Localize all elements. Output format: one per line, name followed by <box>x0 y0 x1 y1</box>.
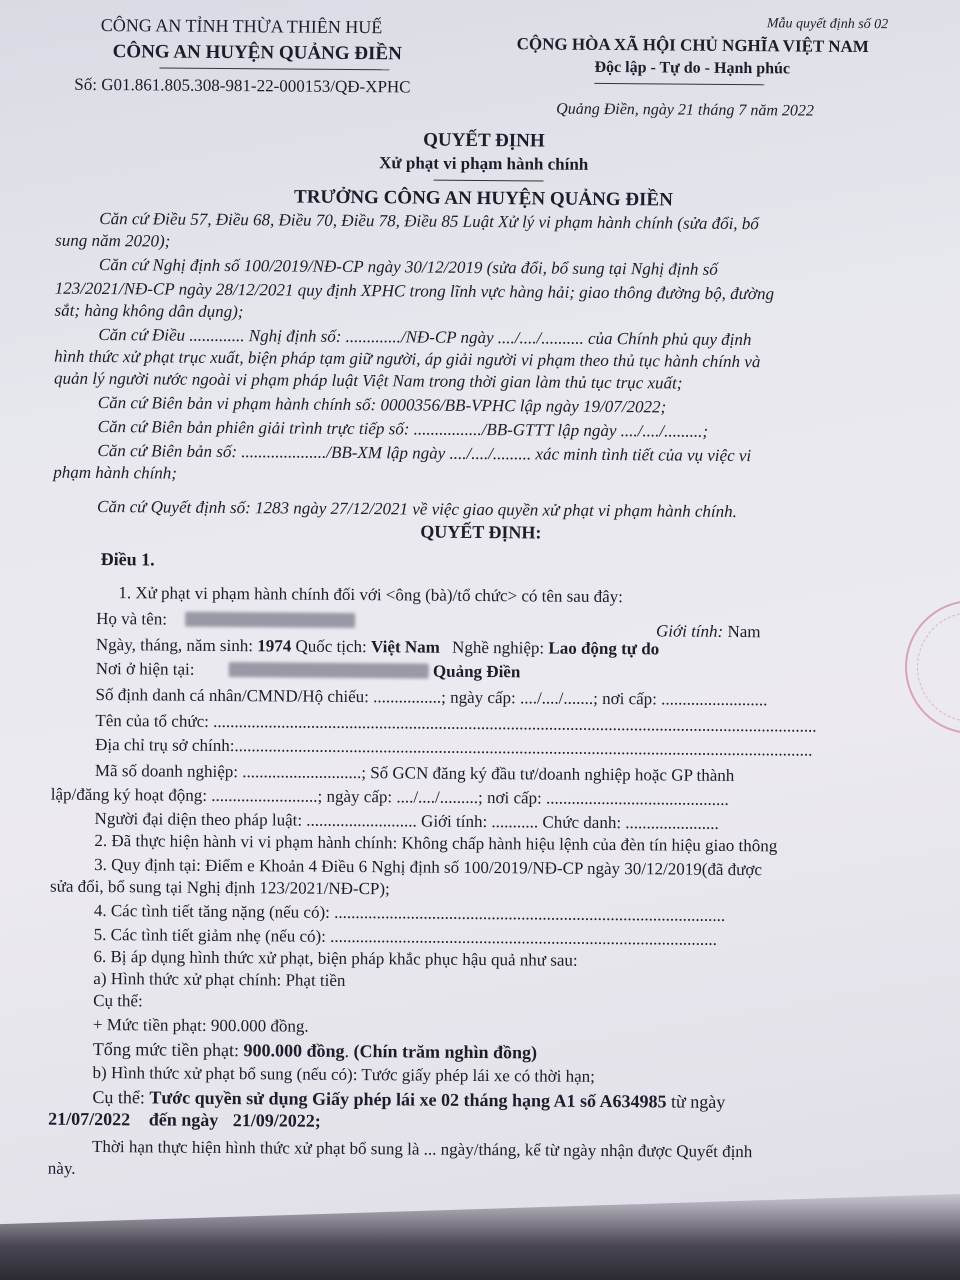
penalty-intro: 6. Bị áp dụng hình thức xử phạt, biện pháp khắc phục hậu quả như sau: <box>93 946 578 970</box>
decision-heading: QUYẾT ĐỊNH: <box>420 521 542 543</box>
basis-line: Căn cứ Nghị định số 100/2019/NĐ-CP ngày 30/12/2019 (sửa đổi, bổ sung tại Nghị định số <box>98 254 718 279</box>
gender-value: Nam <box>727 621 761 642</box>
total-fine-row: Tổng mức tiền phạt: 900.000 đồng. (Chín trăm nghìn đồng) <box>92 1038 538 1063</box>
period-end: 21/09/2022; <box>232 1110 321 1131</box>
nationality-label: Quốc tịch: <box>295 636 367 657</box>
occupation-value: Lao động tự do <box>548 638 660 659</box>
total-fine-value: 900.000 đồng <box>243 1040 345 1061</box>
document-number: Số: G01.861.805.308-981-22-000153/QĐ-XPHC <box>74 74 411 97</box>
issuing-authority: TRƯỞNG CÔNG AN HUYỆN QUẢNG ĐIỀN <box>293 186 673 211</box>
headquarters-line: Địa chỉ trụ sở chính:........................................................................................................................................ <box>95 734 813 760</box>
deadline-line: Thời hạn thực hiện hình thức xử phạt bổ sung là ... ngày/tháng, kể từ ngày nhận được Quyết định <box>91 1136 753 1162</box>
deadline-line-cont: này. <box>47 1158 76 1178</box>
occupation-label: Nghề nghiệp: <box>452 637 545 658</box>
period-start: 21/07/2022 <box>48 1108 131 1130</box>
unit-underline <box>159 67 389 70</box>
republic-name: CỘNG HÒA XÃ HỘI CHỦ NGHĨA VIỆT NAM <box>516 34 869 57</box>
basis-line: Căn cứ Điều 57, Điều 68, Điều 70, Điều 78, Điều 85 Luật Xử lý vi phạm hành chính (sửa đổi, bổ <box>99 208 759 234</box>
basis-line: hình thức xử phạt trục xuất, biện pháp tạm giữ người, áp giải người vi phạm theo thủ tục hành chính và <box>54 346 761 372</box>
basis-line: quản lý người nước ngoài vi phạm pháp luật Việt Nam trong thời gian làm thủ tục trục xuất; <box>53 368 683 393</box>
id-line: Số định danh cá nhân/CMND/Hộ chiếu: ................; ngày cấp: ..../..../.......; nơi cấp: ......................... <box>95 684 768 710</box>
period-mid: đến ngày <box>148 1109 219 1130</box>
basis-line: Căn cứ Biên bản số: ..................../BB-XM lập ngày ..../..../......... xác minh tình tiết của vụ việc vi <box>97 440 752 466</box>
revocation-period-row <box>48 1109 321 1132</box>
basis-line: 123/2021/NĐ-CP ngày 28/12/2021 quy định XPHC trong lĩnh vực hàng hải; giao thông đường bộ, đường <box>54 278 775 304</box>
subtitle-underline <box>434 180 544 182</box>
business-code-line: Mã số doanh nghiệp: ............................; Số GCN đăng ký đầu tư/doanh nghiệp hoặc GP thành <box>94 760 735 786</box>
motto-underline <box>594 83 764 85</box>
dob-label: Ngày, tháng, năm sinh: <box>95 634 254 656</box>
main-penalty: a) Hình thức xử phạt chính: Phạt tiền <box>93 968 346 990</box>
basis-line: Căn cứ Biên bản phiên giải trình trực tiếp số: ................/BB-GTTT lập ngày ..../..../.........; <box>97 416 709 441</box>
address-label: Nơi ở hiện tại: <box>95 658 195 679</box>
total-fine-words: (Chín trăm nghìn đồng) <box>353 1041 538 1063</box>
violation-line: 2. Đã thực hiện hành vi vi phạm hành chính: Không chấp hành hiệu lệnh của đèn tín hiệu giao thông <box>94 830 778 856</box>
license-revocation-text: Tước quyền sử dụng Giấy phép lái xe 02 tháng hạng A1 số A634985 <box>149 1087 667 1112</box>
ministry-name: CÔNG AN TỈNH THỪA THIÊN HUẾ <box>100 15 383 38</box>
aggravating-line: 4. Các tình tiết tăng nặng (nếu có): ............................................................................................ <box>93 900 726 925</box>
basis-line: Căn cứ Quyết định số: 1283 ngày 27/12/2021 về việc giao quyền xử phạt vi phạm hành chính. <box>96 496 737 522</box>
basis-line: phạm hành chính; <box>53 462 178 483</box>
decision-subtitle: Xử phạt vi phạm hành chính <box>379 153 589 174</box>
registration-line: lập/đăng ký hoạt động: .........................; ngày cấp: ..../..../.........; nơi cấp: ........................................... <box>50 784 729 809</box>
unit-name: CÔNG AN HUYỆN QUẢNG ĐIỀN <box>112 41 402 65</box>
name-row <box>96 609 355 631</box>
gender-label: Giới tính: <box>656 621 724 641</box>
form-note: Mẫu quyết định số 02 <box>766 16 889 33</box>
details-label: Cụ thể: <box>93 990 143 1011</box>
gender-row <box>656 621 761 642</box>
org-line: Tên của tổ chức: .............................................................................................................................................. <box>95 710 817 736</box>
decision-title: QUYẾT ĐỊNH <box>423 129 545 152</box>
redacted-name <box>185 612 355 628</box>
address-row <box>96 659 521 682</box>
license-revocation-from: từ ngày <box>671 1091 726 1112</box>
additional-penalty: b) Hình thức xử phạt bổ sung (nếu có): Tước giấy phép lái xe có thời hạn; <box>92 1062 595 1086</box>
basis-line: Căn cứ Biên bản vi phạm hành chính số: 0000356/BB-VPHC lập ngày 19/07/2022; <box>97 392 667 417</box>
basis-line: Căn cứ Điều ............. Nghị định số: ............./NĐ-CP ngày ..../..../.......... của Chính phủ quy định <box>98 324 752 350</box>
redacted-address <box>229 662 429 679</box>
nationality-value: Việt Nam <box>370 637 440 657</box>
place-date: Quảng Điền, ngày 21 tháng 7 năm 2022 <box>556 100 814 120</box>
dob-value: 1974 <box>257 636 292 656</box>
subject-intro: 1. Xử phạt vi phạm hành chính đối với <ông (bà)/tổ chức> có tên sau đây: <box>118 583 623 607</box>
name-label: Họ và tên: <box>96 608 168 629</box>
mitigating-line: 5. Các tình tiết giảm nhẹ (nếu có): ........................................................................................... <box>93 924 717 949</box>
article-1-heading: Điều 1. <box>100 549 155 570</box>
address-value: Quảng Điền <box>432 661 521 682</box>
national-motto: Độc lập - Tự do - Hạnh phúc <box>594 58 791 78</box>
fine-amount-line: + Mức tiền phạt: 900.000 đồng. <box>92 1014 309 1036</box>
basis-line: sung năm 2020); <box>55 230 171 251</box>
dob-row <box>96 635 659 659</box>
total-fine-label: Tổng mức tiền phạt: <box>92 1038 240 1061</box>
basis-line: sắt; hàng không dân dụng); <box>54 300 244 322</box>
representative-line: Người đại diện theo pháp luật: .......................... Giới tính: ........... Chức danh: ...................... <box>94 808 719 833</box>
regulation-line-cont: sửa đổi, bổ sung tại Nghị định 123/2021/NĐ-CP); <box>49 876 390 899</box>
regulation-line: 3. Quy định tại: Điểm e Khoản 4 Điều 6 Nghị định số 100/2019/NĐ-CP ngày 30/12/2019(đã được <box>94 854 763 880</box>
details-label-2: Cụ thể: <box>92 1086 145 1108</box>
